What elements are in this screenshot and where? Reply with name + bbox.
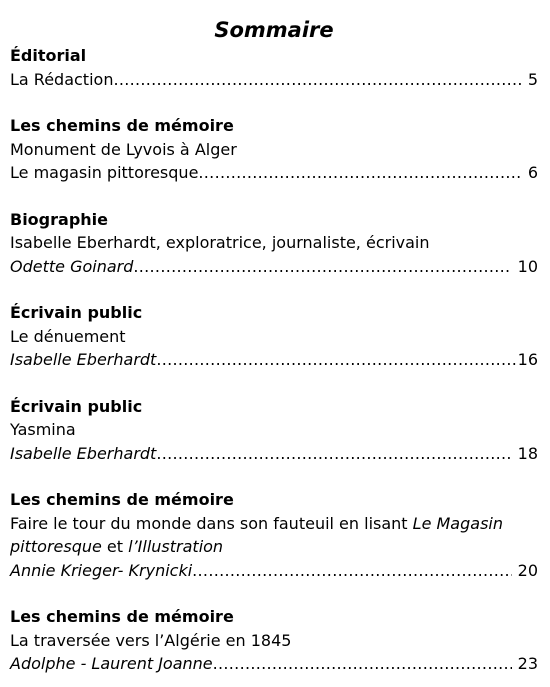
entry-author: Le magasin pittoresque — [10, 163, 199, 182]
article-title: Monument de Lyvois à Alger — [10, 139, 237, 159]
dot-leader — [113, 68, 521, 92]
entry-author: Adolphe - Laurent Joanne — [10, 654, 213, 673]
dot-leader — [198, 161, 521, 185]
article-title: La traversée vers l’Algérie en 1845 — [10, 630, 292, 650]
toc-entry[interactable] — [10, 68, 538, 92]
page-number: 20 — [517, 560, 538, 580]
page-number: 23 — [517, 654, 538, 673]
toc-section-ecrivain-public-2 — [10, 395, 538, 466]
article-title-text: Faire le tour du monde dans son fauteuil en lisant — [10, 513, 413, 533]
toc-entry[interactable] — [10, 652, 538, 676]
article-title-italic: pittoresque — [10, 537, 102, 556]
toc-entry[interactable] — [10, 255, 538, 279]
entry-author: Annie Krieger- Krynicki — [10, 560, 193, 580]
section-heading: Biographie — [10, 209, 108, 229]
toc-section-chemins-memoire-2 — [10, 488, 538, 582]
section-heading: Les chemins de mémoire — [10, 607, 234, 626]
article-title-line-2 — [10, 535, 538, 559]
section-heading: Écrivain public — [10, 396, 143, 416]
section-heading: Écrivain public — [10, 303, 143, 322]
section-heading: Éditorial — [10, 46, 87, 65]
toc-entry[interactable] — [10, 442, 538, 466]
entry-author: Odette Goinard — [10, 256, 134, 276]
dot-leader — [156, 348, 517, 372]
article-title-italic: l’Illustration — [128, 537, 224, 556]
toc-entry[interactable] — [10, 348, 538, 372]
toc-entry[interactable] — [10, 161, 538, 185]
article-title-italic: Le Magasin — [412, 513, 503, 533]
article-title: Isabelle Eberhardt, exploratrice, journaliste, écrivain — [10, 233, 430, 252]
page-number: 18 — [517, 443, 538, 463]
entry-author: Isabelle Eberhardt — [10, 350, 157, 369]
article-title-line-1 — [10, 512, 538, 536]
article-title: Le dénuement — [10, 326, 126, 346]
dot-leader — [133, 255, 511, 279]
dot-leader — [213, 652, 512, 676]
toc-entry[interactable] — [10, 559, 538, 583]
article-title: Yasmina — [10, 420, 76, 439]
toc-section-ecrivain-public — [10, 301, 538, 372]
dot-leader — [156, 442, 511, 466]
page-number: 5 — [527, 69, 538, 89]
section-heading: Les chemins de mémoire — [10, 116, 234, 135]
section-heading: Les chemins de mémoire — [10, 490, 234, 509]
page-number: 16 — [517, 350, 538, 369]
toc-section-chemins-memoire-3 — [10, 605, 538, 676]
entry-author: Isabelle Eberhardt — [10, 443, 157, 463]
toc-section-editorial — [10, 44, 538, 91]
page-title: Sommaire — [214, 18, 334, 42]
toc-section-chemins-memoire — [10, 114, 538, 185]
entry-author: La Rédaction — [10, 69, 114, 89]
article-title-text: et — [101, 537, 129, 556]
dot-leader — [192, 559, 511, 583]
page-number: 10 — [517, 256, 538, 276]
toc-section-biographie — [10, 208, 538, 279]
page-number: 6 — [527, 163, 538, 182]
